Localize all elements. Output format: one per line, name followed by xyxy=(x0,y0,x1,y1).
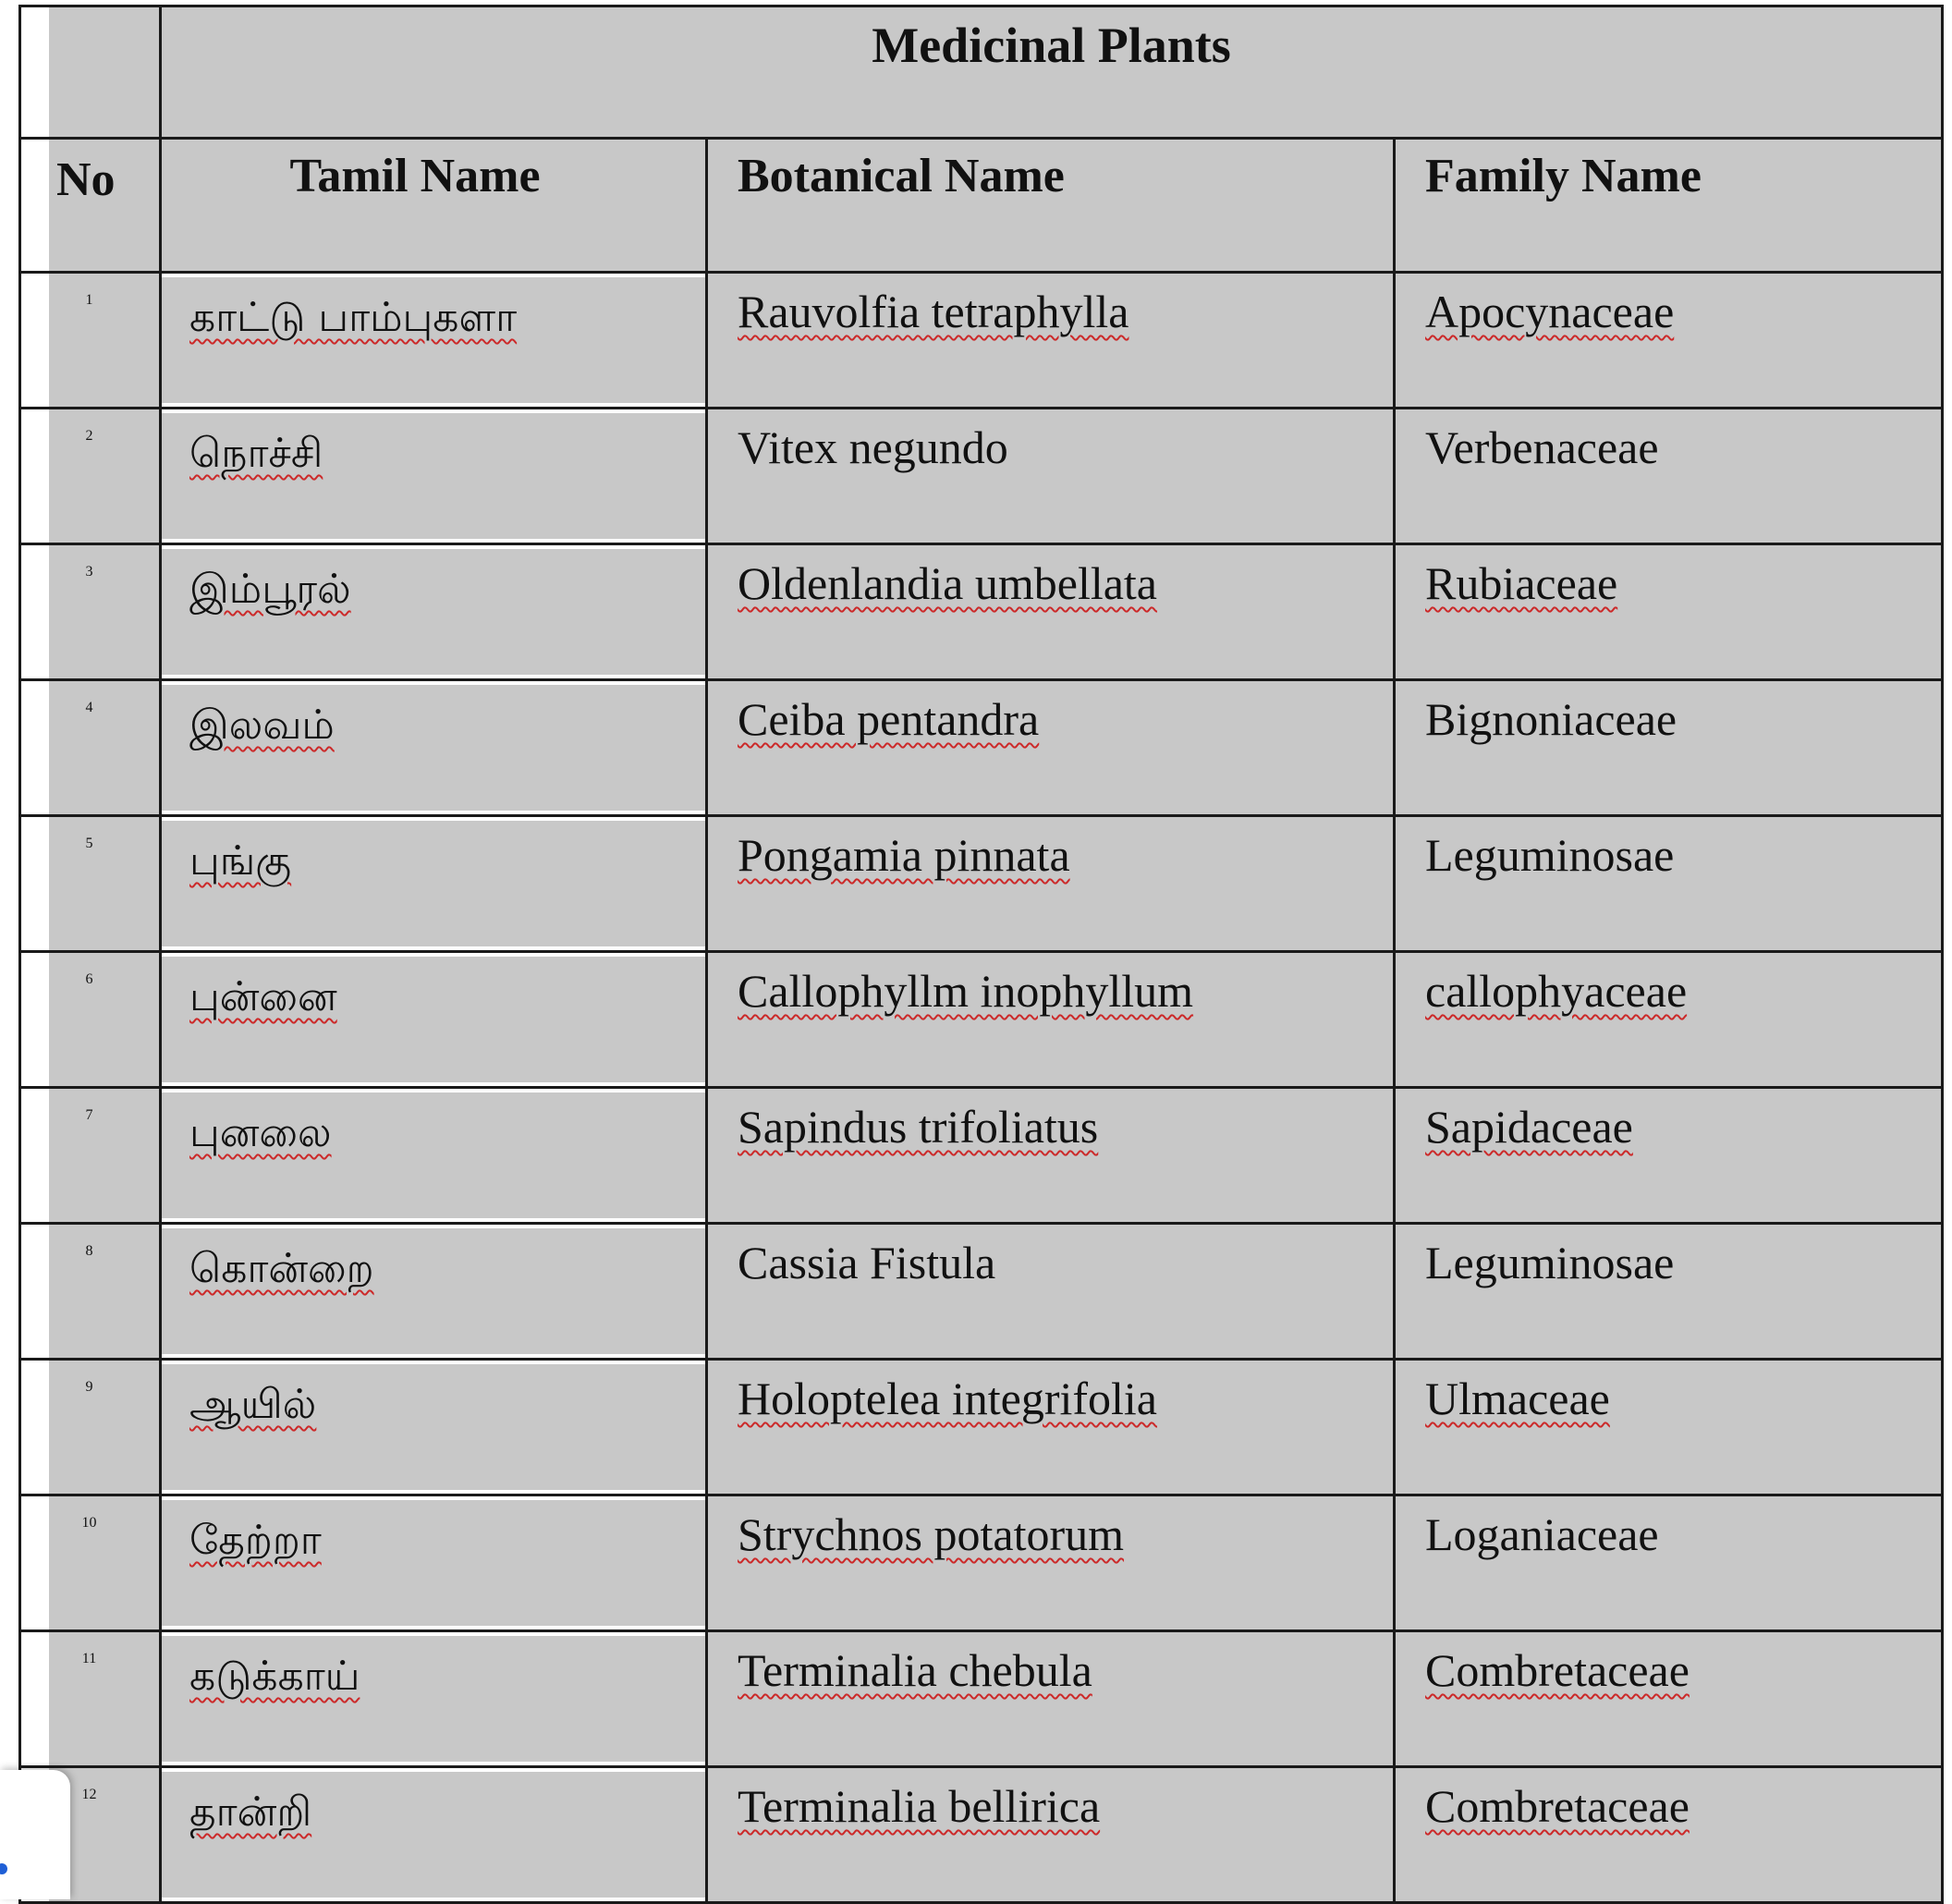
tamil-name: புன்னை xyxy=(189,973,337,1020)
table-row xyxy=(20,952,1943,1088)
no-cell[interactable] xyxy=(20,273,161,409)
row-number: 3 xyxy=(85,564,93,580)
no-cell[interactable] xyxy=(20,1088,161,1224)
header-botanical-cell[interactable] xyxy=(707,139,1395,273)
title-row xyxy=(20,6,1943,139)
tamil-cell[interactable] xyxy=(161,544,707,680)
tamil-cell[interactable] xyxy=(161,1631,707,1767)
tamil-cell[interactable] xyxy=(161,1088,707,1224)
family-name: Leguminosae xyxy=(1396,1225,1941,1358)
tamil-name: புனலை xyxy=(189,1109,332,1156)
tamil-cell[interactable] xyxy=(161,816,707,952)
tamil-name: நொச்சி xyxy=(189,430,323,477)
row-number: 5 xyxy=(85,836,93,851)
family-cell[interactable] xyxy=(1395,952,1943,1088)
row-number: 4 xyxy=(85,700,93,715)
tamil-cell[interactable] xyxy=(161,1495,707,1631)
no-cell[interactable] xyxy=(20,1360,161,1495)
row-number: 8 xyxy=(85,1243,93,1259)
botanical-cell[interactable] xyxy=(707,1360,1395,1495)
header-tamil-cell[interactable] xyxy=(161,139,707,273)
botanical-name: Rauvolfia tetraphylla xyxy=(708,274,1393,407)
tamil-name: புங்கு xyxy=(189,837,292,885)
family-cell[interactable] xyxy=(1395,816,1943,952)
no-cell[interactable] xyxy=(20,409,161,544)
botanical-name: Oldenlandia umbellata xyxy=(708,545,1393,678)
title-cell[interactable] xyxy=(161,6,1943,139)
tamil-cell[interactable] xyxy=(161,273,707,409)
header-family: Family Name xyxy=(1396,140,1941,271)
family-name: Bignoniaceae xyxy=(1396,681,1941,814)
tamil-name: கடுக்காய் xyxy=(189,1653,360,1700)
botanical-cell[interactable] xyxy=(707,1088,1395,1224)
no-cell[interactable] xyxy=(20,952,161,1088)
table-row xyxy=(20,1767,1943,1903)
row-number: 1 xyxy=(85,292,93,308)
table-row xyxy=(20,544,1943,680)
row-number: 10 xyxy=(81,1515,97,1531)
no-cell[interactable] xyxy=(20,1631,161,1767)
botanical-cell[interactable] xyxy=(707,1224,1395,1360)
botanical-name: Pongamia pinnata xyxy=(708,817,1393,950)
header-no-cell[interactable] xyxy=(20,139,161,273)
row-number: 11 xyxy=(81,1651,97,1666)
tamil-name: இலவம் xyxy=(189,702,335,749)
family-cell[interactable] xyxy=(1395,680,1943,816)
tamil-cell[interactable] xyxy=(161,952,707,1088)
tamil-cell[interactable] xyxy=(161,1767,707,1903)
botanical-name: Ceiba pentandra xyxy=(708,681,1393,814)
family-name: Combretaceae xyxy=(1396,1768,1941,1901)
botanical-cell[interactable] xyxy=(707,816,1395,952)
tamil-name: கொன்றை xyxy=(189,1245,374,1292)
no-cell[interactable] xyxy=(20,1224,161,1360)
medicinal-plants-table xyxy=(18,5,1944,1904)
family-cell[interactable] xyxy=(1395,1088,1943,1224)
table-body xyxy=(20,273,1943,1903)
botanical-name: Cassia Fistula xyxy=(708,1225,1393,1358)
family-name: Verbenaceae xyxy=(1396,409,1941,543)
family-name: Sapidaceae xyxy=(1396,1089,1941,1222)
table-title: Medicinal Plants xyxy=(162,7,1941,137)
row-number: 6 xyxy=(85,971,93,987)
botanical-cell[interactable] xyxy=(707,273,1395,409)
table-row xyxy=(20,1088,1943,1224)
table-row xyxy=(20,816,1943,952)
no-cell[interactable] xyxy=(20,680,161,816)
tamil-name: ஆயில் xyxy=(189,1381,317,1428)
family-name: Apocynaceae xyxy=(1396,274,1941,407)
tamil-cell[interactable] xyxy=(161,1224,707,1360)
family-name: Ulmaceae xyxy=(1396,1361,1941,1494)
table-row xyxy=(20,1495,1943,1631)
tamil-name: காட்டு பாம்புகளா xyxy=(189,294,518,341)
botanical-cell[interactable] xyxy=(707,1767,1395,1903)
table-row xyxy=(20,1360,1943,1495)
botanical-cell[interactable] xyxy=(707,409,1395,544)
header-row xyxy=(20,139,1943,273)
botanical-cell[interactable] xyxy=(707,952,1395,1088)
family-cell[interactable] xyxy=(1395,544,1943,680)
botanical-cell[interactable] xyxy=(707,1495,1395,1631)
header-family-cell[interactable] xyxy=(1395,139,1943,273)
family-cell[interactable] xyxy=(1395,1224,1943,1360)
botanical-name: Sapindus trifoliatus xyxy=(708,1089,1393,1222)
header-tamil: Tamil Name xyxy=(162,140,705,271)
botanical-cell[interactable] xyxy=(707,680,1395,816)
family-cell[interactable] xyxy=(1395,1360,1943,1495)
indicator-dot-icon xyxy=(0,1863,7,1874)
no-cell[interactable] xyxy=(20,816,161,952)
botanical-name: Vitex negundo xyxy=(708,409,1393,543)
overlay-widget[interactable] xyxy=(0,1770,70,1899)
header-botanical: Botanical Name xyxy=(708,140,1393,271)
family-cell[interactable] xyxy=(1395,1767,1943,1903)
botanical-cell[interactable] xyxy=(707,544,1395,680)
table-row xyxy=(20,1224,1943,1360)
tamil-cell[interactable] xyxy=(161,1360,707,1495)
row-number: 12 xyxy=(81,1787,97,1802)
tamil-cell[interactable] xyxy=(161,680,707,816)
header-no: No xyxy=(56,153,116,206)
botanical-name: Strychnos potatorum xyxy=(708,1496,1393,1629)
family-cell[interactable] xyxy=(1395,273,1943,409)
family-name: Leguminosae xyxy=(1396,817,1941,950)
table-row xyxy=(20,409,1943,544)
family-cell[interactable] xyxy=(1395,409,1943,544)
family-name: Rubiaceae xyxy=(1396,545,1941,678)
botanical-name: Terminalia chebula xyxy=(708,1632,1393,1765)
table-row xyxy=(20,680,1943,816)
botanical-name: Callophyllm inophyllum xyxy=(708,953,1393,1086)
family-name: Combretaceae xyxy=(1396,1632,1941,1765)
family-cell[interactable] xyxy=(1395,1631,1943,1767)
no-cell[interactable] xyxy=(20,1495,161,1631)
family-name: Loganiaceae xyxy=(1396,1496,1941,1629)
table-row xyxy=(20,273,1943,409)
tamil-cell[interactable] xyxy=(161,409,707,544)
family-cell[interactable] xyxy=(1395,1495,1943,1631)
row-number: 9 xyxy=(85,1379,93,1395)
row-number: 7 xyxy=(85,1107,93,1123)
row-number: 2 xyxy=(85,428,93,444)
botanical-name: Terminalia bellirica xyxy=(708,1768,1393,1901)
table-row xyxy=(20,1631,1943,1767)
tamil-name: இம்பூரல் xyxy=(189,566,351,613)
botanical-cell[interactable] xyxy=(707,1631,1395,1767)
no-cell[interactable] xyxy=(20,544,161,680)
tamil-name: தான்றி xyxy=(189,1788,312,1836)
botanical-name: Holoptelea integrifolia xyxy=(708,1361,1393,1494)
family-name: callophyaceae xyxy=(1396,953,1941,1086)
tamil-name: தேற்றா xyxy=(189,1517,322,1564)
title-no-cell[interactable] xyxy=(20,6,161,139)
